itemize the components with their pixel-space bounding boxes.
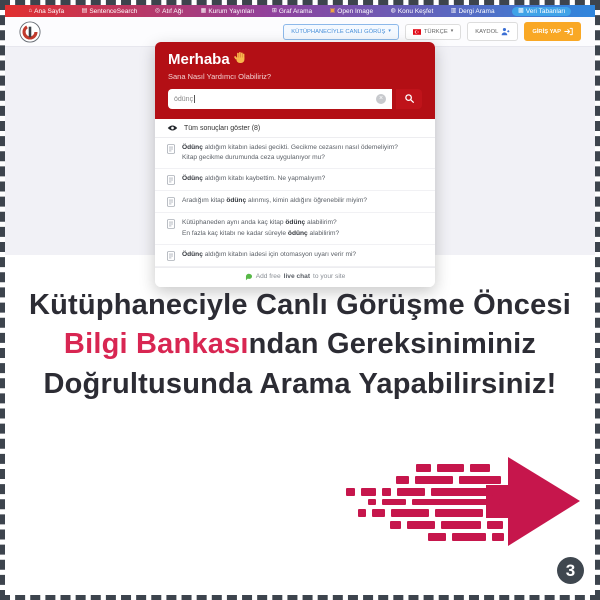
eye-icon xyxy=(167,124,178,132)
step-number-badge: 3 xyxy=(557,557,584,584)
sign-in-icon xyxy=(564,27,573,36)
live-chat-dropdown-label: KÜTÜPHANECİYLE CANLI GÖRÜŞ xyxy=(291,28,386,35)
footer-text-bold: live chat xyxy=(283,273,311,281)
nav-item-sentencesearch[interactable] xyxy=(82,8,138,15)
result-text: Aradığım kitap ödünç alınmış, kimin aldığını öğrenebilir miyim? xyxy=(182,197,368,205)
nav-item-konu-kesfet[interactable] xyxy=(391,8,434,15)
show-all-results[interactable] xyxy=(155,119,435,138)
journal-search-icon: ▥ xyxy=(450,8,457,14)
document-icon xyxy=(167,197,175,207)
nav-item-label: Veri Tabanları xyxy=(525,7,566,15)
chat-results-list xyxy=(155,138,435,267)
result-text: Ödünç aldığım kitabı kaybettim. Ne yapmalıyım? xyxy=(182,175,326,183)
live-chat-dropdown-button[interactable] xyxy=(283,24,399,40)
register-button-label: KAYDOL xyxy=(475,28,499,35)
headline-line-3: Doğrultusunda Arama Yapabilirsiniz! xyxy=(43,367,557,400)
chat-results-panel xyxy=(155,119,435,287)
magnifier-icon xyxy=(404,92,415,107)
chat-result-item[interactable] xyxy=(155,169,435,191)
top-nav xyxy=(5,5,595,17)
nav-item-label: Dergi Arama xyxy=(458,7,495,15)
chat-widget-footer[interactable] xyxy=(155,267,435,287)
slide-headline xyxy=(5,286,595,404)
language-dropdown-button[interactable] xyxy=(405,24,461,40)
login-button[interactable] xyxy=(524,22,581,41)
register-button[interactable] xyxy=(467,22,518,41)
website-screenshot xyxy=(5,5,595,281)
text-cursor xyxy=(194,95,195,103)
institution-icon: ▦ xyxy=(200,8,207,14)
chat-greeting-text: Merhaba xyxy=(168,51,230,68)
show-all-results-label: Tüm sonuçları göster (8) xyxy=(184,124,261,132)
nav-item-label: Graf Arama xyxy=(278,7,313,15)
chat-search-row xyxy=(168,89,422,109)
headline-line-2-rest: ndan Gereksiniminiz xyxy=(248,328,537,361)
footer-text-suffix: to your site xyxy=(313,273,346,281)
open-image-icon: ▣ xyxy=(329,8,336,14)
nav-item-label: SentenceSearch xyxy=(89,7,138,15)
result-text: Kütüphaneden aynı anda kaç kitap ödünç alabilirim? En fazla kaç kitabı ne kadar süreyle ödünç alabilirim? xyxy=(182,219,340,237)
turkish-flag-icon xyxy=(413,29,421,35)
chevron-down-icon: ▾ xyxy=(450,28,454,34)
university-logo-icon xyxy=(19,21,41,43)
sentence-search-icon: ▤ xyxy=(81,8,88,14)
search-button[interactable] xyxy=(396,89,422,109)
chat-subtitle: Sana Nasıl Yardımcı Olabiliriz? xyxy=(168,72,272,81)
chat-search-value: ödünç xyxy=(174,95,194,103)
waving-hand-icon xyxy=(234,51,247,68)
nav-item-ana-sayfa[interactable] xyxy=(29,8,65,15)
nav-item-kurum-yayinlari[interactable] xyxy=(201,8,255,15)
databases-icon: ▩ xyxy=(518,8,524,14)
document-icon xyxy=(167,219,175,238)
arrow-graphic xyxy=(340,449,585,554)
language-dropdown-label: TÜRKÇE xyxy=(423,28,448,35)
chat-search-input[interactable] xyxy=(168,89,392,109)
nav-item-dergi-arama[interactable] xyxy=(451,8,495,15)
chat-result-item[interactable] xyxy=(155,138,435,169)
user-plus-icon xyxy=(501,27,510,36)
clear-search-icon[interactable]: × xyxy=(376,94,386,104)
nav-item-label: Kurum Yayınları xyxy=(208,7,255,15)
live-chat-provider-icon xyxy=(245,273,253,281)
chat-greeting xyxy=(168,51,422,68)
nav-item-graf-arama[interactable] xyxy=(272,8,312,15)
chat-result-item[interactable] xyxy=(155,213,435,244)
headline-line-2 xyxy=(5,325,595,364)
chat-result-item[interactable] xyxy=(155,191,435,213)
nav-item-label: Konu Keşfet xyxy=(397,7,434,15)
nav-item-label: Ana Sayfa xyxy=(34,7,65,15)
nav-item-open-image[interactable] xyxy=(330,8,373,15)
result-text: Ödünç aldığım kitabın iadesi gecikti. Gecikme cezasını nasıl ödemeliyim? Kitap gecikme durumunda ceza uygulanıyor mu? xyxy=(182,144,398,162)
chat-widget-header xyxy=(155,42,435,119)
headline-line-1: Kütüphaneciyle Canlı Görüşme Öncesi xyxy=(28,289,572,321)
document-icon xyxy=(167,251,175,261)
chat-result-item[interactable] xyxy=(155,245,435,267)
chevron-down-icon: ▾ xyxy=(388,28,391,34)
document-icon xyxy=(167,144,175,163)
result-text: Ödünç aldığım kitabın iadesi için otomasyon uyarı verir mi? xyxy=(182,250,357,258)
topic-explore-icon: ◍ xyxy=(390,8,396,14)
footer-text-prefix: Add free xyxy=(255,273,281,281)
nav-item-label: Open Image xyxy=(337,7,374,15)
graph-search-icon: ⊞ xyxy=(271,8,277,14)
nav-item-veri-tabanlari[interactable] xyxy=(512,7,571,16)
headline-highlight: Bilgi Bankası xyxy=(63,328,249,361)
login-button-label: GİRİŞ YAP xyxy=(532,28,561,35)
nav-item-label: Atıf Ağı xyxy=(162,7,184,15)
citation-network-icon: ◎ xyxy=(154,8,161,14)
document-icon xyxy=(167,175,175,185)
live-chat-widget xyxy=(155,42,435,287)
nav-item-atif-agi[interactable] xyxy=(155,8,183,15)
home-icon: ⌂ xyxy=(28,8,33,14)
